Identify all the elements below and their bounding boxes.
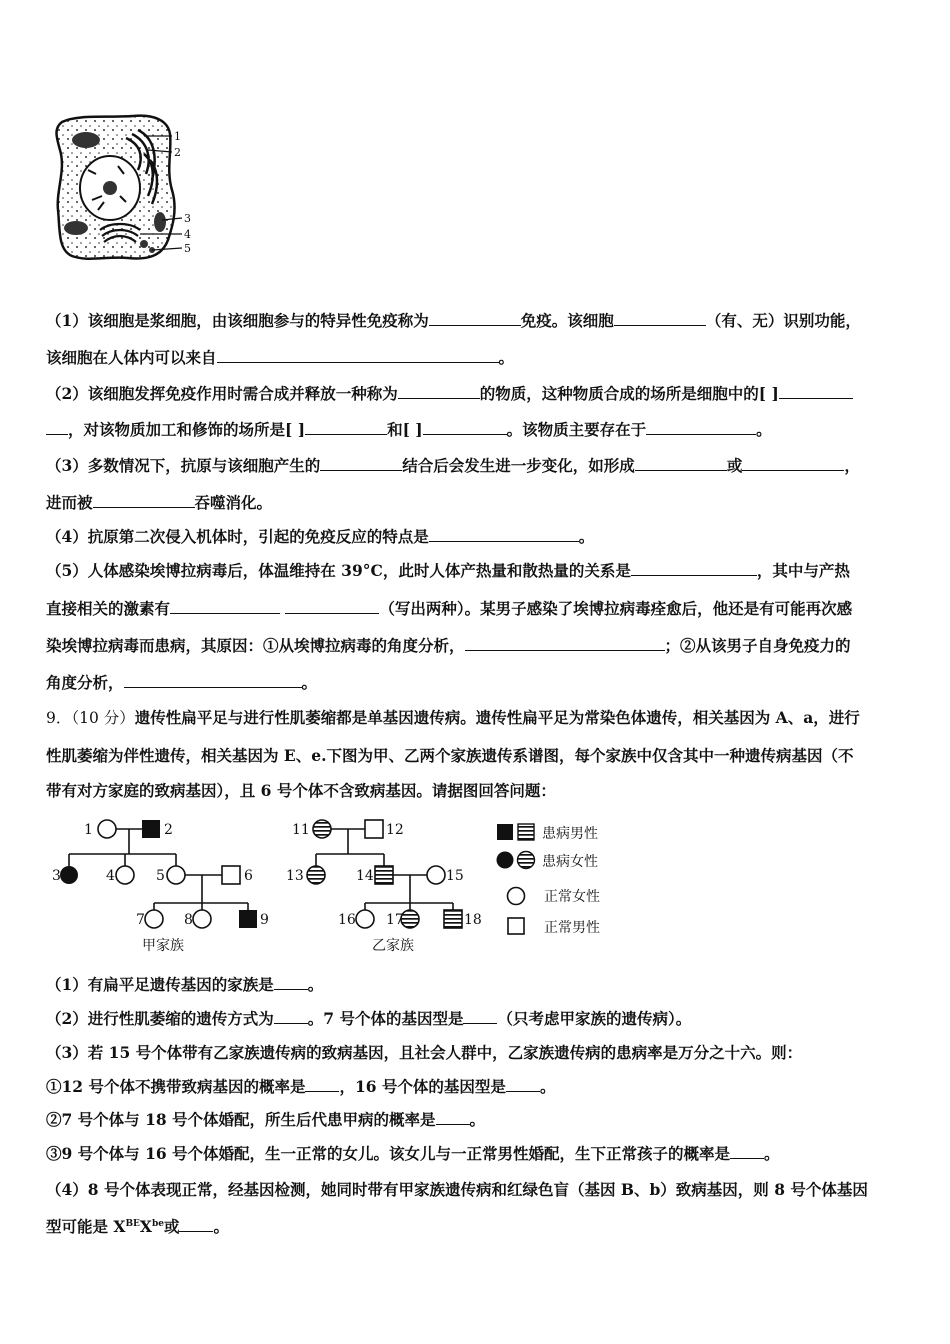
answer-blank[interactable] <box>779 384 853 399</box>
pedigree-id: 8 <box>184 912 193 928</box>
legend-label: 患病女性 <box>542 854 598 870</box>
q8-p1-line1: （1）该细胞是浆细胞，由该细胞参与的特异性免疫称为 免疫。该细胞 （有、无）识别功能， <box>46 311 861 330</box>
q8-p5-line4: 角度分析， 。 <box>46 673 318 692</box>
pedigree-id: 15 <box>446 868 464 884</box>
answer-blank[interactable] <box>423 420 507 435</box>
answer-blank[interactable] <box>631 561 757 576</box>
individual-7-normal-female <box>145 910 163 928</box>
legend-affected-male-a <box>497 824 513 840</box>
family-b-caption: 乙家族 <box>372 938 414 954</box>
answer-blank[interactable] <box>646 420 756 435</box>
individual-12-normal-male <box>365 820 383 838</box>
answer-blank[interactable] <box>179 1217 213 1232</box>
answer-blank[interactable] <box>305 1077 339 1092</box>
pedigree-id: 6 <box>244 868 253 884</box>
answer-blank[interactable] <box>465 636 665 651</box>
mitochondrion <box>72 132 100 148</box>
family-a-caption: 甲家族 <box>142 938 184 954</box>
q9-intro-line2: 性肌萎缩为伴性遗传，相关基因为 E、e.下图为甲、乙两个家族遗传系谱图，每个家族中仅含其中一种遗传病基因（不 <box>46 746 854 765</box>
q9-intro-line3: 带有对方家庭的致病基因），且 6 号个体不含致病基因。请据图回答问题： <box>46 781 556 800</box>
cell-label-3: 3 <box>184 212 191 225</box>
individual-4-normal-female <box>116 866 134 884</box>
legend-affected-female-a <box>497 852 514 869</box>
legend-label: 正常女性 <box>544 889 600 905</box>
answer-blank[interactable] <box>274 1009 308 1024</box>
individual-13-affected-female <box>307 866 325 884</box>
q8-p4-line: （4）抗原第二次侵入机体时，引起的免疫反应的特点是 。 <box>46 527 595 546</box>
pedigree-id: 17 <box>386 912 404 928</box>
answer-blank[interactable] <box>93 493 195 508</box>
answer-blank[interactable] <box>320 456 402 471</box>
pedigree-id: 7 <box>136 912 145 928</box>
q8-p3-line2: 进而被 吞噬消化。 <box>46 493 273 512</box>
q8-p2-line1: （2）该细胞发挥免疫作用时需合成并释放一种称为 的物质，这种物质合成的场所是细胞中的[ ] <box>46 384 853 404</box>
q8-p3-line1: （3）多数情况下，抗原与该细胞产生的 结合后会发生进一步变化，如形成 或 ， <box>46 456 860 475</box>
answer-blank[interactable] <box>398 384 480 399</box>
cell-label-4: 4 <box>184 228 191 241</box>
legend-affected-female-b <box>518 852 535 869</box>
q9-s2-line: （2）进行性肌萎缩的遗传方式为 。7 号个体的基因型是 （只考虑甲家族的遗传病）。 <box>46 1009 692 1028</box>
individual-2-affected-male <box>142 820 160 838</box>
answer-blank[interactable] <box>46 420 68 435</box>
individual-16-normal-female <box>356 910 374 928</box>
answer-blank[interactable] <box>429 311 521 326</box>
individual-8-normal-female <box>193 910 211 928</box>
pedigree-figure <box>50 810 620 960</box>
individual-3-affected-female <box>60 866 78 884</box>
plasma-cell-figure <box>48 110 208 280</box>
pedigree-id: 5 <box>156 868 165 884</box>
answer-blank[interactable] <box>124 673 302 688</box>
individual-9-affected-male <box>239 910 257 928</box>
q9-s1-line: （1）有扁平足遗传基因的家族是 。 <box>46 975 324 994</box>
pedigree-id: 13 <box>286 868 304 884</box>
answer-blank[interactable] <box>742 456 844 471</box>
q8-p5-line3: 染埃博拉病毒而患病，其原因：①从埃博拉病毒的角度分析， ；②从该男子自身免疫力的 <box>46 636 851 655</box>
pedigree-id: 9 <box>260 912 269 928</box>
answer-blank[interactable] <box>506 1077 540 1092</box>
pedigree-id: 12 <box>386 822 404 838</box>
q9-s4-line1: （4）8 号个体表现正常，经基因检测，她同时带有甲家族遗传病和红绿色盲（基因 B、b）致病基因，则 8 号个体基因 <box>46 1180 868 1199</box>
pedigree-id: 16 <box>338 912 356 928</box>
legend-label: 正常男性 <box>544 920 600 936</box>
legend-normal-male <box>508 918 524 934</box>
legend-label: 患病男性 <box>542 826 598 842</box>
answer-blank[interactable] <box>463 1009 497 1024</box>
cell-label-5: 5 <box>184 242 191 255</box>
pedigree-id: 4 <box>106 868 115 884</box>
q9-s3-1-line: ①12 号个体不携带致病基因的概率是 ，16 号个体的基因型是 。 <box>46 1077 556 1096</box>
pedigree-id: 18 <box>464 912 482 928</box>
answer-blank[interactable] <box>436 1110 470 1125</box>
individual-11-affected-female <box>313 820 331 838</box>
answer-blank[interactable] <box>730 1144 764 1159</box>
pedigree-id: 11 <box>292 822 310 838</box>
pedigree-id: 14 <box>356 868 374 884</box>
legend-affected-male-b <box>518 824 534 840</box>
pedigree-id: 2 <box>164 822 173 838</box>
q8-p5-line2: 直接相关的激素有 （写出两种）。某男子感染了埃博拉病毒痊愈后，他还是有可能再次感 <box>46 599 853 618</box>
pedigree-id: 3 <box>52 868 61 884</box>
q8-p1-line2: 该细胞在人体内可以来自 。 <box>46 348 515 367</box>
q8-p5-line1: （5）人体感染埃博拉病毒后，体温维持在 39°C，此时人体产热量和散热量的关系是 ，其中与产热 <box>46 561 850 580</box>
question-number: 9．（10 分） <box>46 709 135 727</box>
answer-blank[interactable] <box>274 975 308 990</box>
individual-5-normal-female <box>167 866 185 884</box>
cell-label-2: 2 <box>174 146 181 159</box>
individual-6-normal-male <box>222 866 240 884</box>
individual-15-normal-female <box>427 866 445 884</box>
q9-intro-line1: 9．（10 分）遗传性扁平足与进行性肌萎缩都是单基因遗传病。遗传性扁平足为常染色体遗传，相关基因为 A、a，进行 <box>46 708 860 727</box>
q9-s3-2-line: ②7 号个体与 18 号个体婚配，所生后代患甲病的概率是 。 <box>46 1110 486 1129</box>
pedigree-id: 1 <box>84 822 93 838</box>
individual-18-affected-male <box>444 910 462 928</box>
answer-blank[interactable] <box>285 599 379 614</box>
answer-blank[interactable] <box>305 420 387 435</box>
cell-label-1: 1 <box>174 130 181 143</box>
q9-s3-line: （3）若 15 号个体带有乙家族遗传病的致病基因，且社会人群中，乙家族遗传病的患病率是万分之十六。则： <box>46 1043 803 1062</box>
q9-s3-3-line: ③9 号个体与 16 号个体婚配，生一正常的女儿。该女儿与一正常男性婚配，生下正常孩子的概率是 。 <box>46 1144 780 1163</box>
q9-s4-line2: 型可能是 $X^{BE}X^{be}$或 。 <box>46 1217 229 1236</box>
answer-blank[interactable] <box>614 311 706 326</box>
answer-blank[interactable] <box>429 527 579 542</box>
answer-blank[interactable] <box>635 456 727 471</box>
answer-blank[interactable] <box>217 348 499 363</box>
legend-normal-female <box>508 888 525 905</box>
answer-blank[interactable] <box>170 599 280 614</box>
q8-p2-line2: ，对该物质加工和修饰的场所是[ ] 和[ ] 。该物质主要存在于 。 <box>46 420 772 440</box>
individual-1-normal-female <box>98 820 116 838</box>
individual-14-affected-male <box>375 866 393 884</box>
